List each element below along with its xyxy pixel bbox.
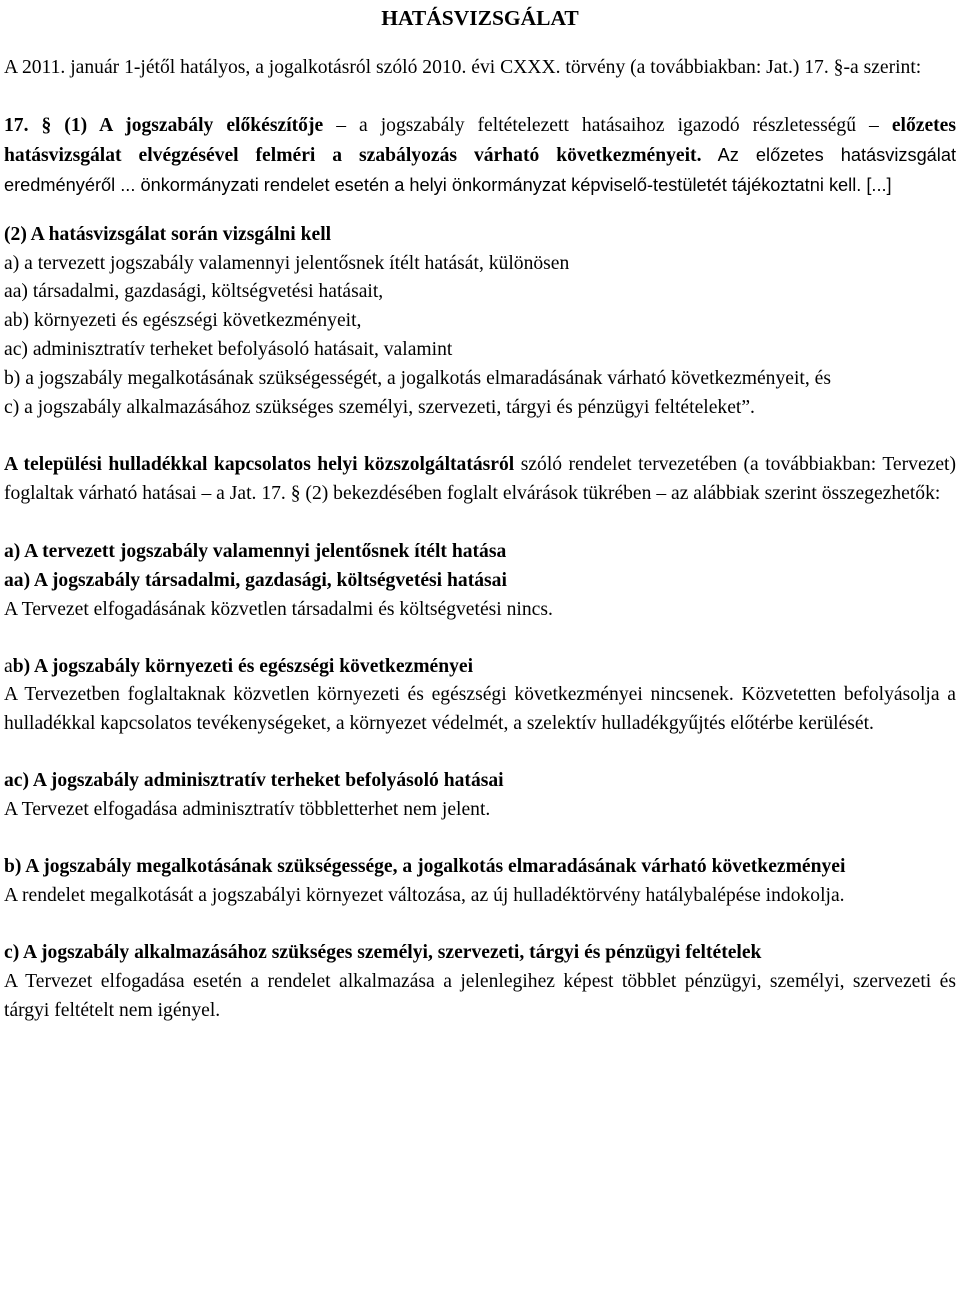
section-heading-text: ac) A jogszabály adminisztratív terheket befolyásoló hatásai: [4, 770, 504, 792]
section-heading-text: b) A jogszabály környezeti és egészségi következményei: [12, 655, 474, 677]
section-heading: [4, 567, 956, 596]
section-body: A Tervezet elfogadása esetén a rendelet alkalmazása a jelenlegihez képest többlet pénzügyi, személyi, szervezeti és tárgyi feltételt nem igényel.: [4, 970, 956, 1021]
section-heading-text: aa) A jogszabály társadalmi, gazdasági, költségvetési hatásai: [4, 569, 507, 591]
section-heading: [4, 538, 956, 567]
section-body: A Tervezet elfogadása adminisztratív többletterhet nem jelent.: [4, 799, 491, 821]
section-heading: [4, 653, 956, 682]
section-heading-text: c) A jogszabály alkalmazásához szükséges személyi, szervezeti, tárgyi és pénzügyi feltételek: [4, 941, 762, 963]
section-heading: [4, 853, 956, 882]
section-heading-text: a) A tervezett jogszabály valamennyi jelentősnek ítélt hatása: [4, 540, 507, 562]
subsection-2-line: c) a jogszabály alkalmazásához szükséges személyi, szervezeti, tárgyi és pénzügyi feltételeket”.: [4, 397, 755, 419]
section-17-end: .: [696, 144, 702, 166]
document-title: HATÁSVIZSGÁLAT: [381, 6, 579, 30]
subsection-2-line: ac) adminisztratív terheket befolyásoló hatásait, valamint: [4, 339, 453, 361]
summary-bold: A települési hulladékkal kapcsolatos helyi közszolgáltatásról: [4, 453, 515, 475]
section-heading: [4, 939, 956, 968]
section-body: A Tervezet elfogadásának közvetlen társadalmi és költségvetési nincs.: [4, 598, 553, 620]
summary-paragraph: [4, 451, 956, 509]
summary-rest: szóló rendelet tervezetében (a továbbiakban: Tervezet) foglaltak várható hatásai – a Jat. 17. § (2) bekezdésében foglalt elvárások tükrében – az alábbiak szerint összegezhetők:: [4, 453, 956, 504]
intro-paragraph: A 2011. január 1-jétől hatályos, a jogalkotásról szóló 2010. évi CXXX. törvény (a továbbiakban: Jat.) 17. §-a szerint:: [4, 57, 922, 78]
section-17-bold-1: jogszabály előkészítője: [125, 114, 324, 136]
section-body: A rendelet megalkotását a jogszabályi környezet változása, az új hulladéktörvény hatálybalépése indokolja.: [4, 884, 845, 906]
subsection-2-line: a) a tervezett jogszabály valamennyi jelentősnek ítélt hatását, különösen: [4, 252, 570, 274]
section-heading-text: b) A jogszabály megalkotásának szükségessége, a jogalkotás elmaradásának várható következményei: [4, 856, 846, 878]
section-heading: [4, 767, 956, 796]
subsection-2-line: b) a jogszabály megalkotásának szükségességét, a jogalkotás elmaradásának várható következményeit, és: [4, 368, 831, 390]
section-17-paragraph: [4, 112, 956, 201]
document-page: [4, 0, 956, 1026]
section-17-mid: – a jogszabály feltételezett hatásaihoz igazodó részletességű –: [323, 114, 892, 136]
section-heading-prefix: a: [4, 655, 13, 677]
subsection-2-heading: [4, 221, 956, 250]
section-17-sans-text: Az előzetes hatásvizsgálat eredményéről ... önkormányzati rendelet esetén a helyi önkormányzat képviselő-testületét tájékoztatni kell. [...]: [4, 144, 957, 195]
section-17-number: 17. § (1) A: [4, 114, 126, 136]
section-body: A Tervezetben foglaltaknak közvetlen környezeti és egészségi következményei nincsenek. Közvetetten befolyásolja a hulladékkal kapcsolatos tevékenységeket, a környezet védelmét, a szelektív hulladékgyűjtés előtérbe kerülését.: [4, 684, 956, 735]
section-17-bold-2: előzetes hatásvizsgálat elvégzésével felméri a szabályozás várható következményeit: [4, 114, 956, 166]
subsection-2-line: ab) környezeti és egészségi következményeit,: [4, 310, 362, 332]
subsection-2-heading-text: (2) A hatásvizsgálat során vizsgálni kell: [4, 223, 332, 245]
subsection-2-line: aa) társadalmi, gazdasági, költségvetési hatásait,: [4, 281, 384, 303]
